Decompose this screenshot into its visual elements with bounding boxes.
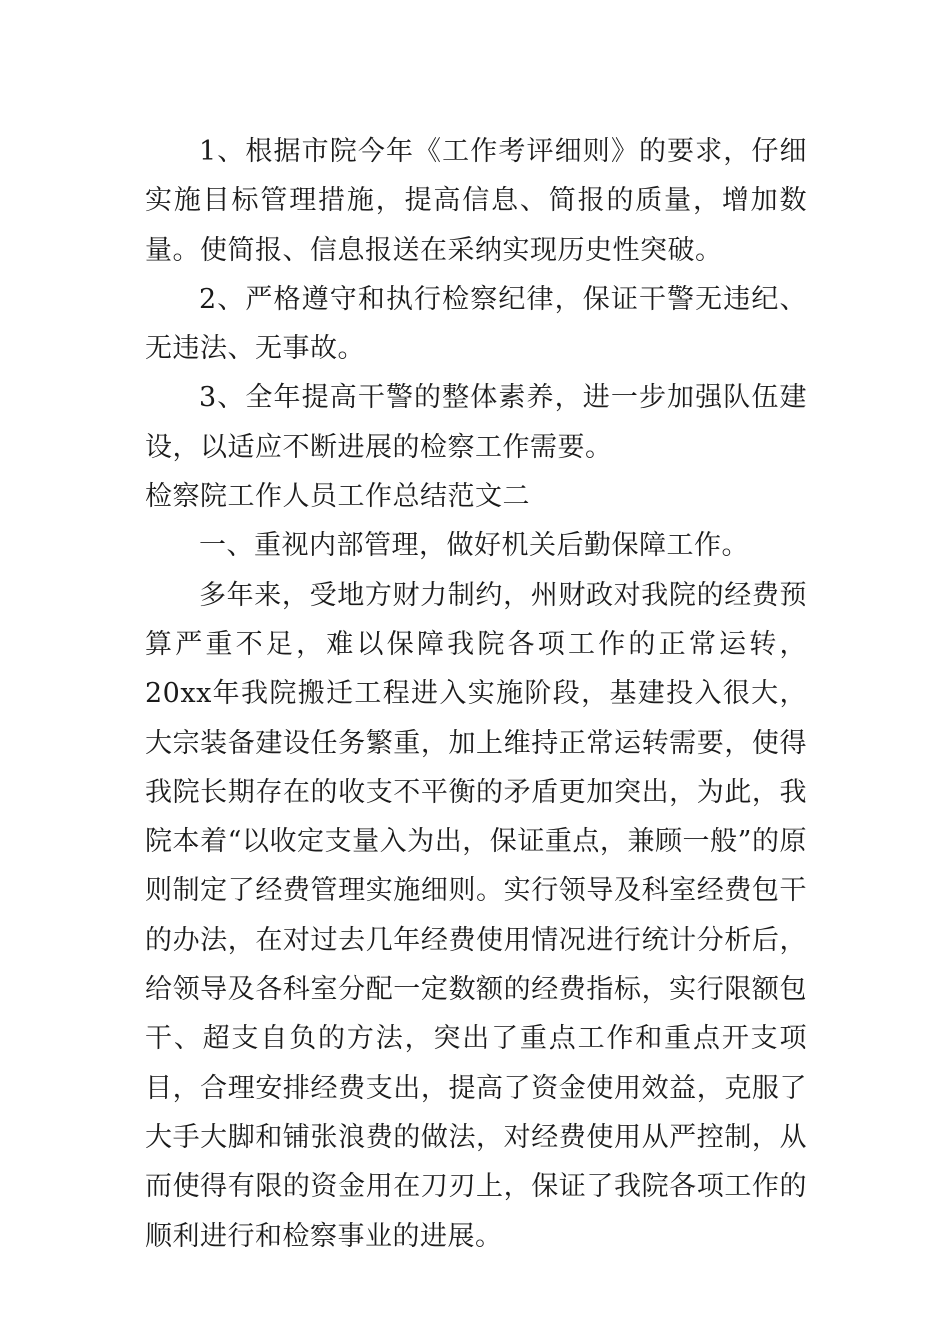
document-body bbox=[145, 127, 807, 1261]
section-paragraph-1: 一、重视内部管理，做好机关后勤保障工作。 bbox=[199, 530, 749, 562]
paragraph-item-2: 2、严格遵守和执行检察纪律，保证干警无违纪、无违法、无事故。 bbox=[145, 283, 807, 365]
paragraph-item-1: 1、根据市院今年《工作考评细则》的要求，仔细实施目标管理措施，提高信息、简报的质量，增加数量。使简报、信息报送在采纳实现历史性突破。 bbox=[145, 136, 807, 266]
section-paragraph-2: 多年来，受地方财力制约，州财政对我院的经费预算严重不足，难以保障我院各项工作的正常运转，20xx年我院搬迁工程进入实施阶段，基建投入很大，大宗装备建设任务繁重，加上维持正常运转需要，使得我院长期存在的收支不平衡的矛盾更加突出，为此，我院本着“以收定支量入为出，保证重点，兼顾一般”的原则制定了经费管理实施细则。实行领导及科室经费包干的办法，在对过去几年经费使用情况进行统计分析后，给领导及各科室分配一定数额的经费指标，实行限额包干、超支自负的方法，突出了重点工作和重点开支项目，合理安排经费支出，提高了资金使用效益，克服了大手大脚和铺张浪费的做法，对经费使用从严控制，从而使得有限的资金用在刀刃上，保证了我院各项工作的顺利进行和检察事业的进展。 bbox=[145, 579, 807, 1252]
paragraph-item-3: 3、全年提高干警的整体素养，进一步加强队伍建设，以适应不断进展的检察工作需要。 bbox=[145, 382, 807, 463]
section-title: 检察院工作人员工作总结范文二 bbox=[145, 481, 530, 513]
